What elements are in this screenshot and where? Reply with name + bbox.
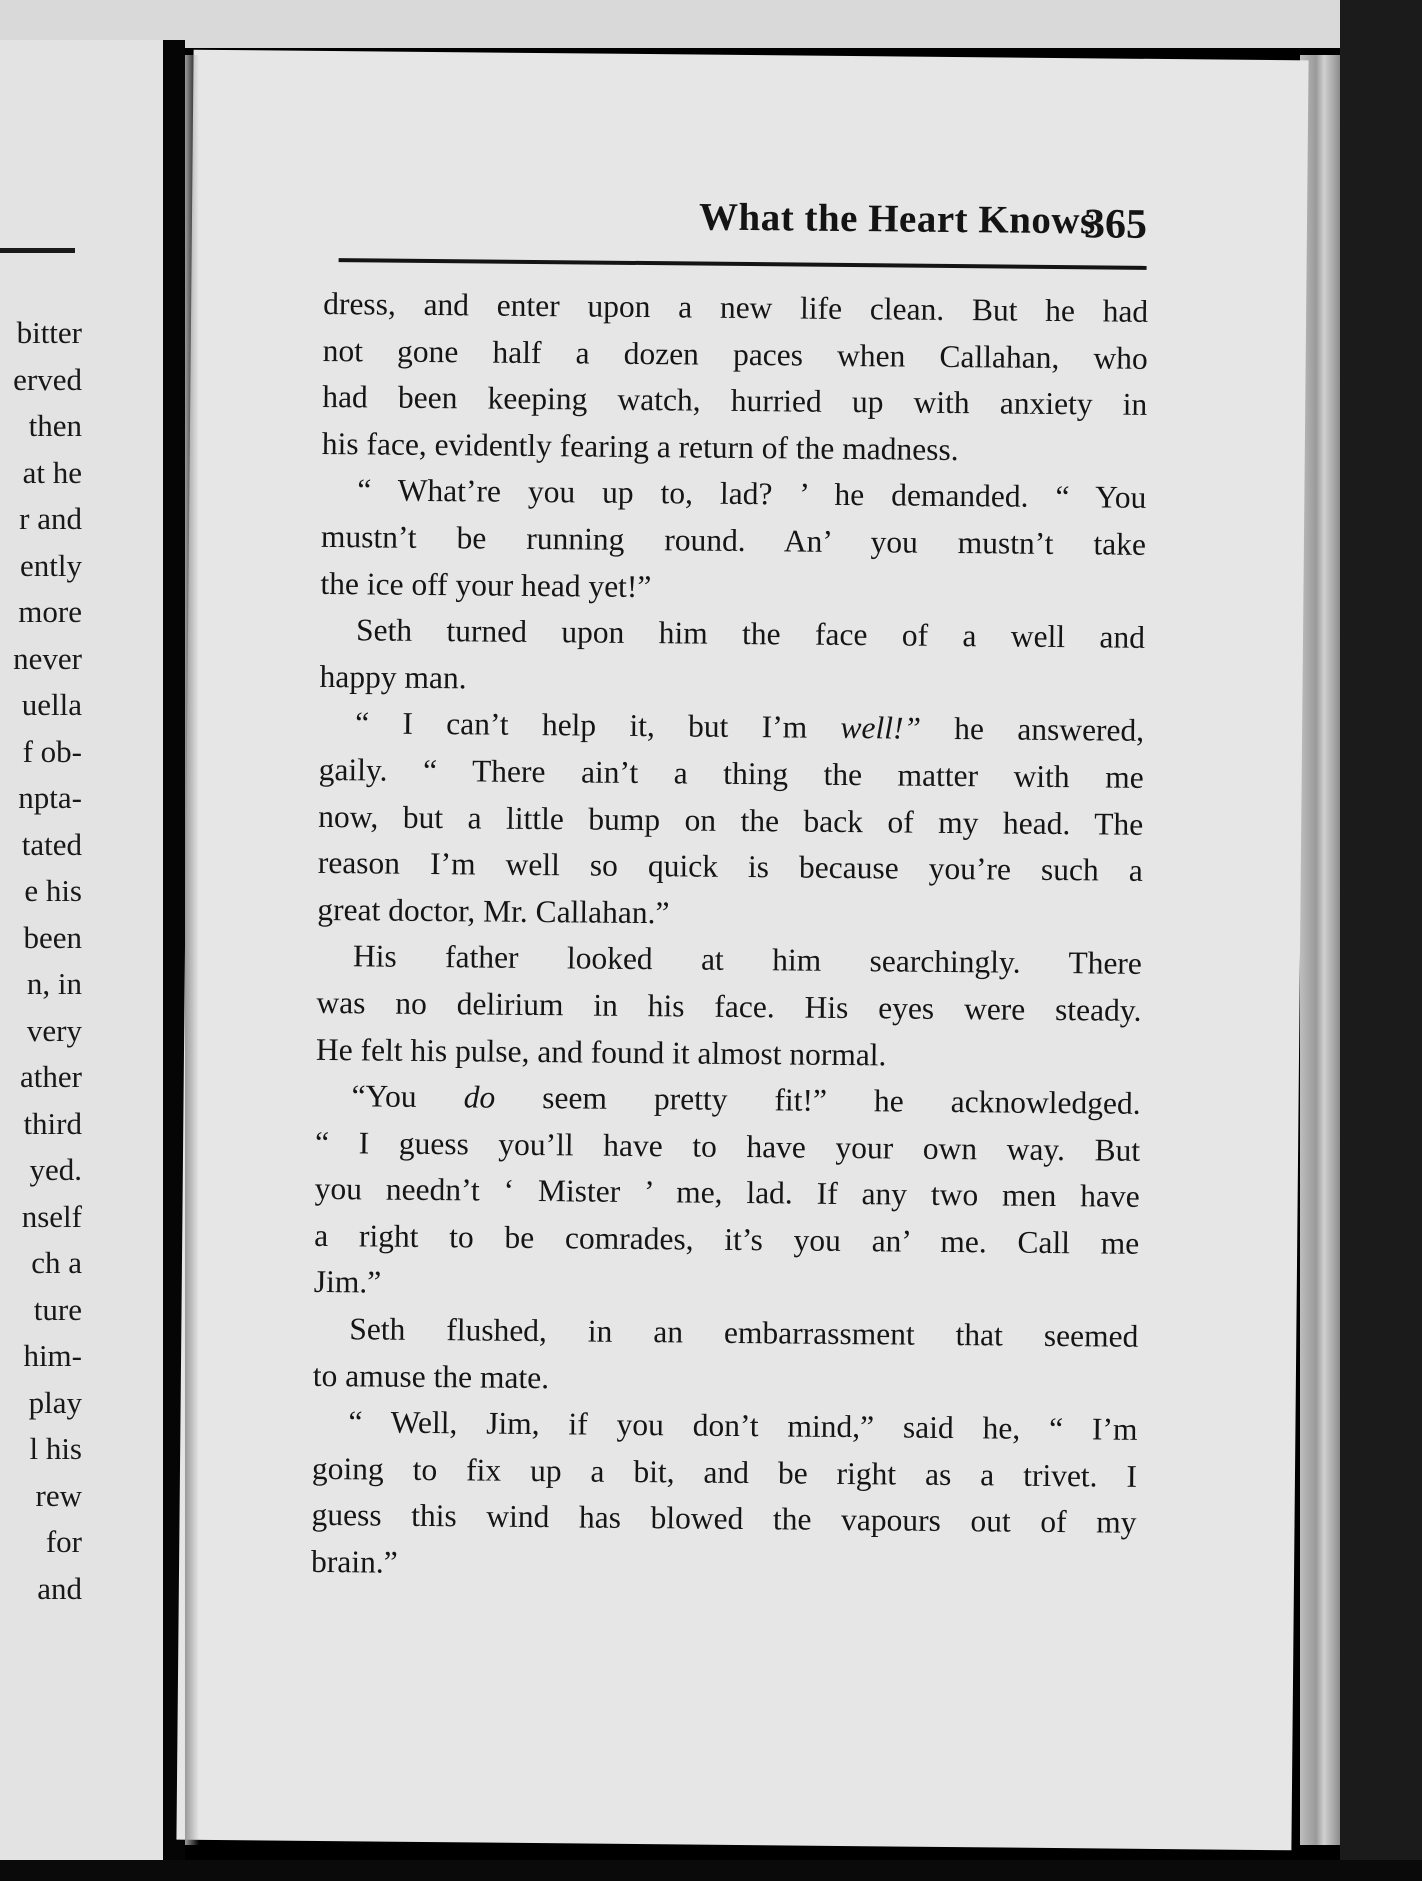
- paragraph: [319, 607, 1145, 708]
- text-line: his face, evidently fearing a return of the madness.: [321, 425, 959, 467]
- left-line: for: [45, 1524, 82, 1559]
- left-page-text: [0, 310, 82, 1612]
- text-line: the ice off your head yet!”: [320, 565, 652, 604]
- text-line: a right to be comrades, it’s you an’ me. Call me: [314, 1217, 1140, 1261]
- paragraph: [311, 1399, 1138, 1593]
- text-line: reason I’m well so quick is because you’re such a: [317, 845, 1143, 888]
- text-line: Jim.”: [313, 1264, 382, 1301]
- left-line: l his: [29, 1431, 82, 1466]
- left-line: and: [37, 1570, 82, 1606]
- binding-shadow: [185, 55, 199, 1845]
- left-line: ture: [33, 1291, 82, 1327]
- scan-background-bottom: [0, 1860, 1422, 1881]
- left-line: tated: [21, 826, 82, 862]
- text-line: was no delirium in his face. His eyes were steady.: [316, 984, 1142, 1028]
- left-line: been: [23, 919, 82, 955]
- left-line: bitter: [16, 315, 82, 350]
- text-line: great doctor, Mr. Callahan.”: [317, 891, 670, 931]
- text-line: His father looked at him searchingly. There: [352, 938, 1143, 982]
- left-line: uella: [21, 687, 82, 722]
- left-line: play: [28, 1384, 82, 1420]
- left-line: never: [13, 640, 82, 676]
- left-line: then: [28, 408, 82, 443]
- text-line: [319, 700, 1144, 755]
- left-page-head-rule: [0, 248, 75, 253]
- text-run: “ I can’t help it, but I’m: [354, 705, 841, 746]
- text-run: “You: [351, 1078, 464, 1115]
- paragraph: [320, 467, 1146, 615]
- text-line: “ I guess you’ll have to have your own way. But: [314, 1124, 1141, 1168]
- paragraph: [314, 1073, 1141, 1314]
- text-line: happy man.: [319, 658, 467, 696]
- text-line: He felt his pulse, and found it almost normal.: [315, 1031, 887, 1072]
- left-line: e his: [24, 873, 82, 908]
- left-line: him-: [23, 1338, 82, 1373]
- paragraph: [313, 1306, 1139, 1407]
- text-line: guess this wind has blowed the vapours out of my: [311, 1497, 1137, 1541]
- left-line: r and: [19, 501, 82, 536]
- left-line: n, in: [26, 966, 82, 1001]
- text-line: now, but a little bump on the back of my head. The: [318, 798, 1144, 842]
- text-line: Seth flushed, in an embarrassment that seemed: [349, 1311, 1139, 1354]
- scan-background-right: [1340, 0, 1422, 1881]
- main-page: [176, 50, 1308, 1851]
- left-line: f ob-: [22, 733, 82, 769]
- left-page: [0, 40, 165, 1860]
- left-line: erved: [13, 361, 82, 397]
- paragraph: [317, 700, 1144, 941]
- paragraph: [316, 933, 1142, 1081]
- emphasis-text: well!”: [840, 710, 922, 747]
- left-line: third: [23, 1105, 82, 1141]
- text-line: you needn’t ‘ Mister ’ me, lad. If any two men have: [314, 1171, 1140, 1215]
- left-line: ch a: [31, 1245, 82, 1280]
- emphasis-text: do: [463, 1079, 496, 1115]
- left-line: npta-: [18, 780, 82, 815]
- left-line: more: [18, 594, 82, 629]
- left-line: nself: [21, 1198, 82, 1234]
- text-run: seem pretty fit!” he acknowledged.: [495, 1079, 1141, 1121]
- scan-background-top: [0, 0, 1422, 48]
- text-line: not gone half a dozen paces when Callahan, who: [322, 332, 1148, 376]
- left-line: rew: [35, 1477, 82, 1513]
- text-line: had been keeping watch, hurried up with anxiety in: [322, 379, 1148, 423]
- text-line: mustn’t be running round. An’ you mustn’t take: [320, 518, 1147, 562]
- paragraph: [322, 281, 1149, 475]
- text-line: to amuse the mate.: [312, 1357, 550, 1395]
- text-line: “ What’re you up to, lad? ’ he demanded. “ You: [357, 472, 1147, 516]
- running-head-rule: [339, 258, 1147, 270]
- page-number: 365: [1083, 201, 1148, 248]
- left-line: yed.: [29, 1152, 82, 1187]
- text-line: gaily. “ There ain’t a thing the matter with me: [318, 751, 1144, 795]
- text-line: Seth turned upon him the face of a well and: [355, 612, 1146, 656]
- left-line: ently: [20, 547, 82, 583]
- text-line: brain.”: [310, 1543, 398, 1580]
- text-line: going to fix up a bit, and be right as a trivet. I: [311, 1450, 1138, 1494]
- text-line: “ Well, Jim, if you don’t mind,” said he, “ I’m: [348, 1404, 1138, 1448]
- running-head-title: What the Heart Knows: [698, 195, 1096, 243]
- left-line: ather: [20, 1059, 82, 1094]
- running-head: [339, 191, 1148, 259]
- body-text: [311, 281, 1148, 1593]
- left-line: at he: [22, 454, 82, 490]
- text-run: he answered,: [920, 711, 1145, 749]
- left-line: very: [26, 1012, 82, 1048]
- text-line: dress, and enter upon a new life clean. But he had: [323, 285, 1149, 329]
- text-line: [315, 1073, 1140, 1128]
